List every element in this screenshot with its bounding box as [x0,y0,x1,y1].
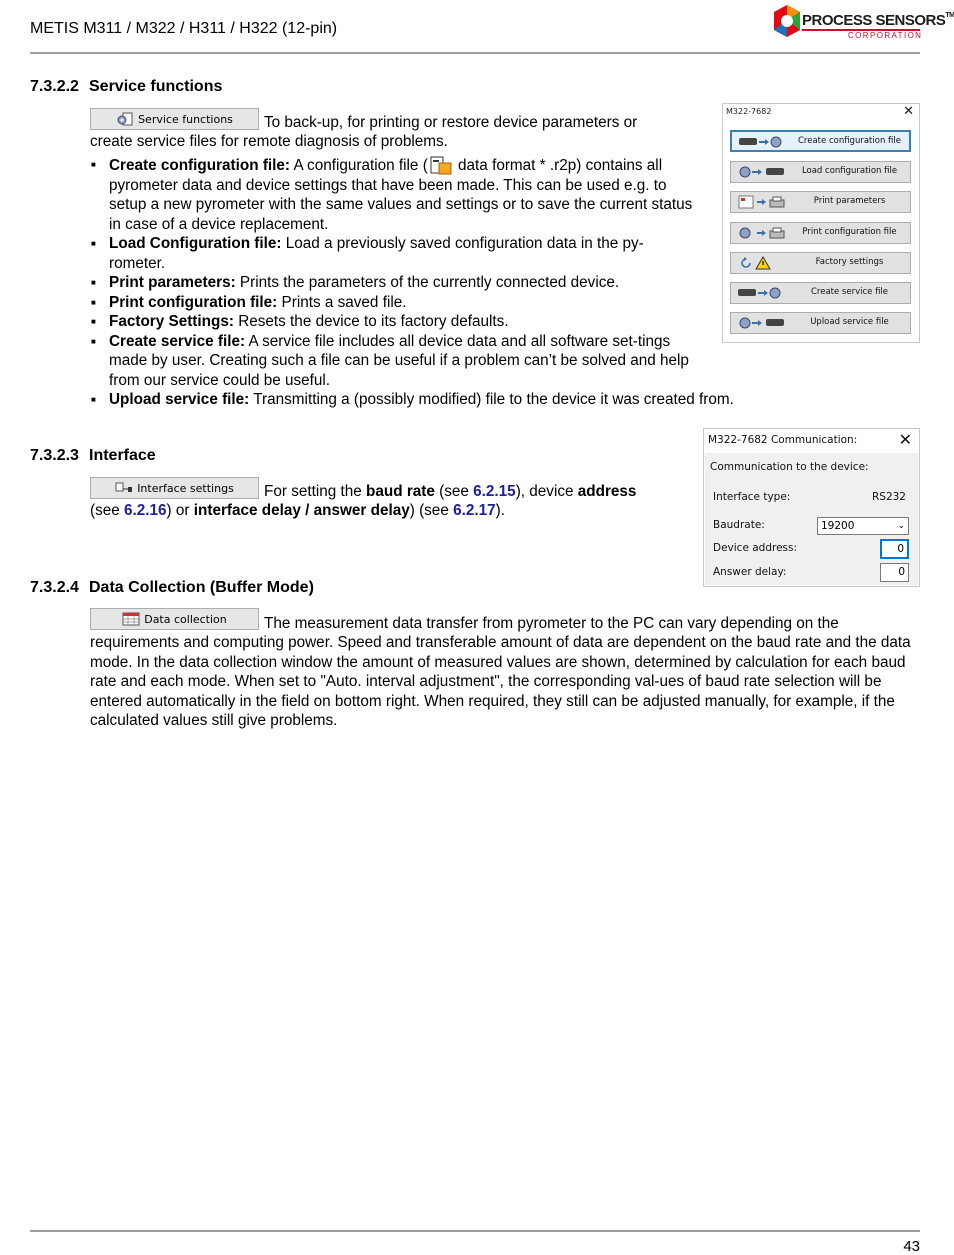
close-icon[interactable]: ✕ [903,104,914,119]
list-item: ■ Load Configuration file: Load a previously saved configuration data in the py-rometer. [90,234,696,273]
page-number: 43 [903,1238,920,1255]
file-to-device-icon [737,316,789,330]
list-item: ■ Create configuration file: A configuration file ( data format * .r2p) contains all pyrometer data and device settings that have been made. This can be used e.g. to setup a new pyrometer with the same values and settings or to save the current status in case of a device replacement. [90,155,696,234]
group-label: Communication to the device: [710,461,869,473]
data-table-icon [122,612,140,626]
list-item: ■ Print configuration file: Prints a saved file. [90,293,920,313]
document-header-title: METIS M311 / M322 / H311 / H322 (12-pin) [30,20,338,37]
reference-link-6-2-17[interactable]: 6.2.17 [453,502,496,519]
section-heading-interface: 7.3.2.3 Interface [30,447,156,464]
service-functions-dialog [722,103,920,343]
reset-warning-icon [737,256,789,270]
footer-divider [30,1230,920,1232]
answer-delay-label: Answer delay: [713,566,787,578]
baudrate-select[interactable]: 19200 ⌄ [817,517,909,535]
print-parameters-icon [737,195,789,209]
gear-file-icon [116,112,134,126]
data-collection-text-line1: The measurement data transfer from pyrometer to the PC can vary depending on the [264,615,839,632]
reference-link-6-2-16[interactable]: 6.2.16 [124,502,167,519]
dialog-body [705,453,918,585]
logo-wordmark: PROCESS SENSORS™ [802,12,954,29]
device-to-file-icon [737,286,789,300]
process-sensors-logo [772,4,954,44]
dialog-title: M322-7682 [726,107,772,116]
list-item: ■ Factory Settings: Resets the device to its factory defaults. [90,312,920,332]
interface-settings-button-image: Interface settings [90,477,259,499]
section-heading-data-collection: 7.3.2.4 Data Collection (Buffer Mode) [30,579,314,596]
factory-settings-button[interactable]: Factory settings [730,252,911,274]
dialog-title: M322-7682 Communication: [708,434,858,446]
device-address-label: Device address: [713,542,798,554]
section-heading-service-functions: 7.3.2.2 Service functions [30,78,223,95]
create-service-file-button[interactable]: Create service file [730,282,911,304]
load-configuration-file-button[interactable]: Load configuration file [730,161,911,183]
file-to-device-icon [737,165,789,179]
close-icon[interactable]: ✕ [898,430,912,449]
logo-hexagon-icon [772,4,802,38]
service-functions-intro-line2: create service files for remote diagnosis of problems. [90,133,448,150]
service-functions-button-image: Service functions [90,108,259,130]
print-parameters-button[interactable]: Print parameters [730,191,911,213]
data-collection-text: requirements and computing power. Speed and transferable amount of data are dependent on the baud rate and the data mode. In the data collection window the amount of measured values are shown, determined by calculation for each baud rate and each mode. When set to "Auto. interval adjustment", the corresponding val-ues of baud rate selection will be entered automatically in the field on bottom right. When required, they still can be adjusted manually, for example, if the calculated values still give problems. [90,634,911,729]
interface-text-line1: For setting the baud rate (see 6.2.15), device address [264,483,637,500]
list-item: ■ Create service file: A service file includes all device data and all software set-tings made by user. Creating such a file can be useful if a problem can’t be solved and help from our service could be useful. [90,332,920,391]
list-item: ■ Print parameters: Prints the parameters of the currently connected device. [90,273,920,293]
device-address-input[interactable]: 0 [880,539,909,559]
data-collection-button-image: Data collection [90,608,259,630]
interface-cable-icon [115,481,133,495]
upload-service-file-button[interactable]: Upload service file [730,312,911,334]
reference-link-6-2-15[interactable]: 6.2.15 [473,483,516,500]
configuration-file-icon [429,155,453,175]
header-divider [30,52,920,54]
interface-text-line2: (see 6.2.16) or interface delay / answer delay) (see 6.2.17). [90,502,505,519]
answer-delay-input[interactable]: 0 [880,563,909,582]
list-item: ■ Upload service file: Transmitting a (possibly modified) file to the device it was created from. [90,390,920,410]
chevron-down-icon: ⌄ [897,521,905,531]
baudrate-label: Baudrate: [713,519,765,531]
interface-type-value: RS232 [871,491,906,503]
print-file-icon [737,226,789,240]
create-configuration-file-button[interactable]: Create configuration file [730,130,911,152]
service-functions-intro-line1: To back-up, for printing or restore device parameters or [264,114,638,131]
device-to-file-icon [738,135,790,149]
logo-subtitle: CORPORATION [848,31,923,40]
interface-type-label: Interface type: [713,491,791,503]
print-configuration-file-button[interactable]: Print configuration file [730,222,911,244]
communication-dialog [703,428,920,587]
